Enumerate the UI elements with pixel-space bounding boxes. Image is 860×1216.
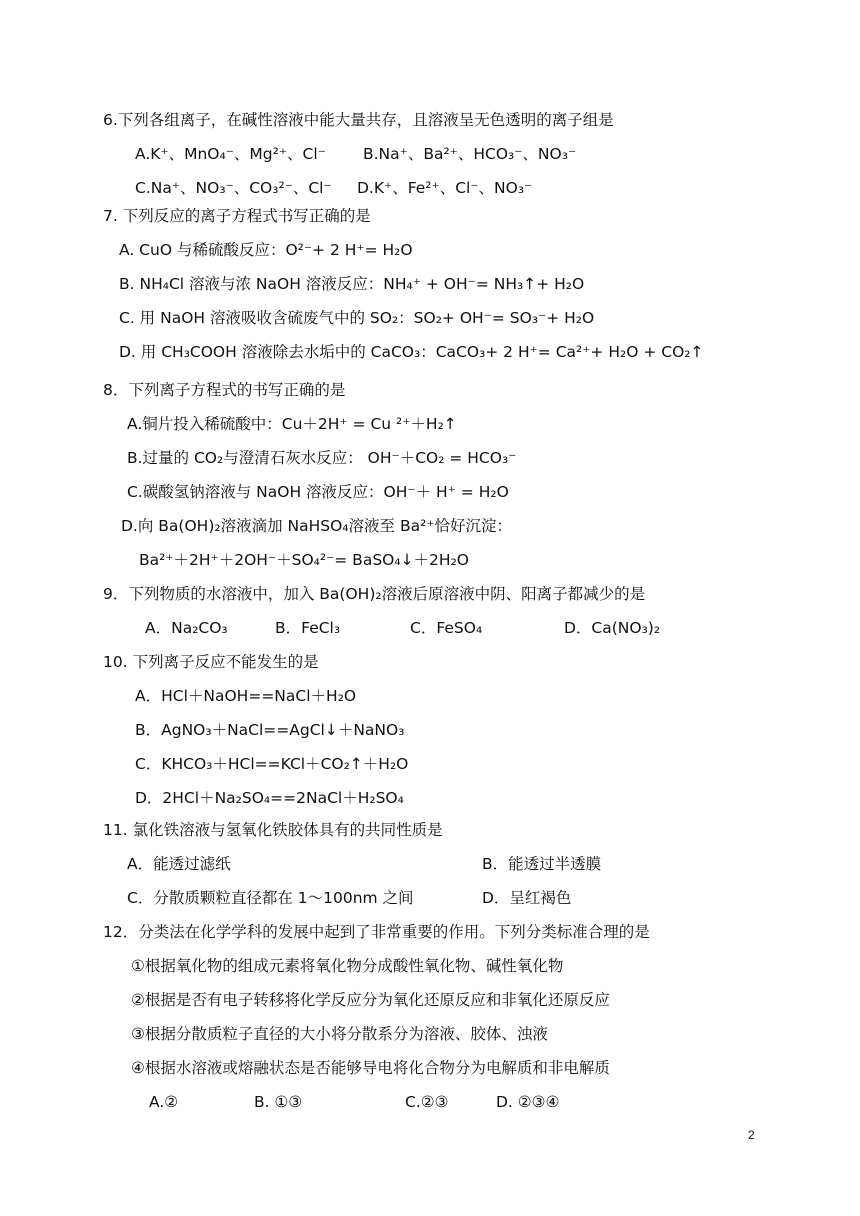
q8-option-d-equation: Ba²⁺＋2H⁺＋2OH⁻＋SO₄²⁻= BaSO₄↓＋2H₂O [139, 551, 469, 569]
q7-option-b: B. NH₄Cl 溶液与浓 NaOH 溶液反应：NH₄⁺ + OH⁻= NH₃↑+ H₂O [119, 275, 585, 293]
q11-option-d: D．呈红褐色 [482, 889, 572, 907]
q8-stem: 8．下列离子方程式的书写正确的是 [103, 381, 346, 399]
q7-option-a: A. CuO 与稀硫酸反应：O²⁻+ 2 H⁺= H₂O [119, 241, 413, 259]
q10-option-d: D．2HCl＋Na₂SO₄==2NaCl＋H₂SO₄ [135, 789, 404, 807]
q9-option-d: D．Ca(NO₃)₂ [564, 619, 661, 637]
q9-stem: 9．下列物质的水溶液中，加入 Ba(OH)₂溶液后原溶液中阴、阳离子都减少的是 [103, 585, 646, 603]
q7-option-d: D. 用 CH₃COOH 溶液除去水垢中的 CaCO₃：CaCO₃+ 2 H⁺= Ca²⁺+ H₂O + CO₂↑ [119, 343, 704, 361]
q7-option-c: C. 用 NaOH 溶液吸收含硫废气中的 SO₂：SO₂+ OH⁻= SO₃⁻+ H₂O [119, 309, 595, 327]
q6-option-b: B.Na⁺、Ba²⁺、HCO₃⁻、NO₃⁻ [363, 145, 577, 163]
q12-statement-3: ③根据分散质粒子直径的大小将分散系分为溶液、胶体、浊液 [131, 1025, 548, 1043]
q12-option-b: B. ①③ [254, 1093, 303, 1111]
q6-stem: 6.下列各组离子，在碱性溶液中能大量共存，且溶液呈无色透明的离子组是 [103, 111, 614, 129]
q8-option-b: B.过量的 CO₂与澄清石灰水反应： OH⁻＋CO₂ = HCO₃⁻ [127, 449, 517, 467]
q8-option-d: D.向 Ba(OH)₂溶液滴加 NaHSO₄溶液至 Ba²⁺恰好沉淀： [121, 517, 512, 535]
q10-option-c: C．KHCO₃＋HCl==KCl＋CO₂↑＋H₂O [135, 755, 409, 773]
q12-option-c: C.②③ [405, 1093, 449, 1111]
q11-option-b: B．能透过半透膜 [482, 855, 602, 873]
q8-option-a: A.铜片投入稀硫酸中：Cu＋2H⁺ = Cu ²⁺＋H₂↑ [127, 415, 457, 433]
q11-stem: 11. 氯化铁溶液与氢氧化铁胶体具有的共同性质是 [103, 821, 443, 839]
q6-option-a: A.K⁺、MnO₄⁻、Mg²⁺、Cl⁻ [135, 145, 326, 163]
q6-option-c: C.Na⁺、NO₃⁻、CO₃²⁻、Cl⁻ [135, 179, 332, 197]
q9-option-b: B．FeCl₃ [275, 619, 341, 637]
q12-statement-1: ①根据氧化物的组成元素将氧化物分成酸性氧化物、碱性氧化物 [131, 957, 564, 975]
q10-option-b: B．AgNO₃＋NaCl==AgCl↓＋NaNO₃ [135, 721, 405, 739]
q7-stem: 7. 下列反应的离子方程式书写正确的是 [103, 207, 371, 225]
q12-stem: 12．分类法在化学学科的发展中起到了非常重要的作用。下列分类标准合理的是 [103, 923, 650, 941]
page-number: 2 [748, 1128, 755, 1142]
q11-option-a: A．能透过滤纸 [127, 855, 231, 873]
q12-statement-2: ②根据是否有电子转移将化学反应分为氧化还原反应和非氧化还原反应 [131, 991, 610, 1009]
q11-option-c: C．分散质颗粒直径都在 1～100nm 之间 [127, 889, 414, 907]
q12-option-a: A.② [149, 1093, 179, 1111]
q6-option-d: D.K⁺、Fe²⁺、Cl⁻、NO₃⁻ [357, 179, 533, 197]
q10-stem: 10. 下列离子反应不能发生的是 [103, 653, 319, 671]
q12-statement-4: ④根据水溶液或熔融状态是否能够导电将化合物分为电解质和非电解质 [131, 1059, 610, 1077]
q9-option-c: C．FeSO₄ [410, 619, 483, 637]
q10-option-a: A．HCl＋NaOH==NaCl＋H₂O [135, 687, 357, 705]
q8-option-c: C.碳酸氢钠溶液与 NaOH 溶液反应：OH⁻＋ H⁺ = H₂O [127, 483, 509, 501]
q12-option-d: D. ②③④ [496, 1093, 560, 1111]
q9-option-a: A．Na₂CO₃ [145, 619, 228, 637]
